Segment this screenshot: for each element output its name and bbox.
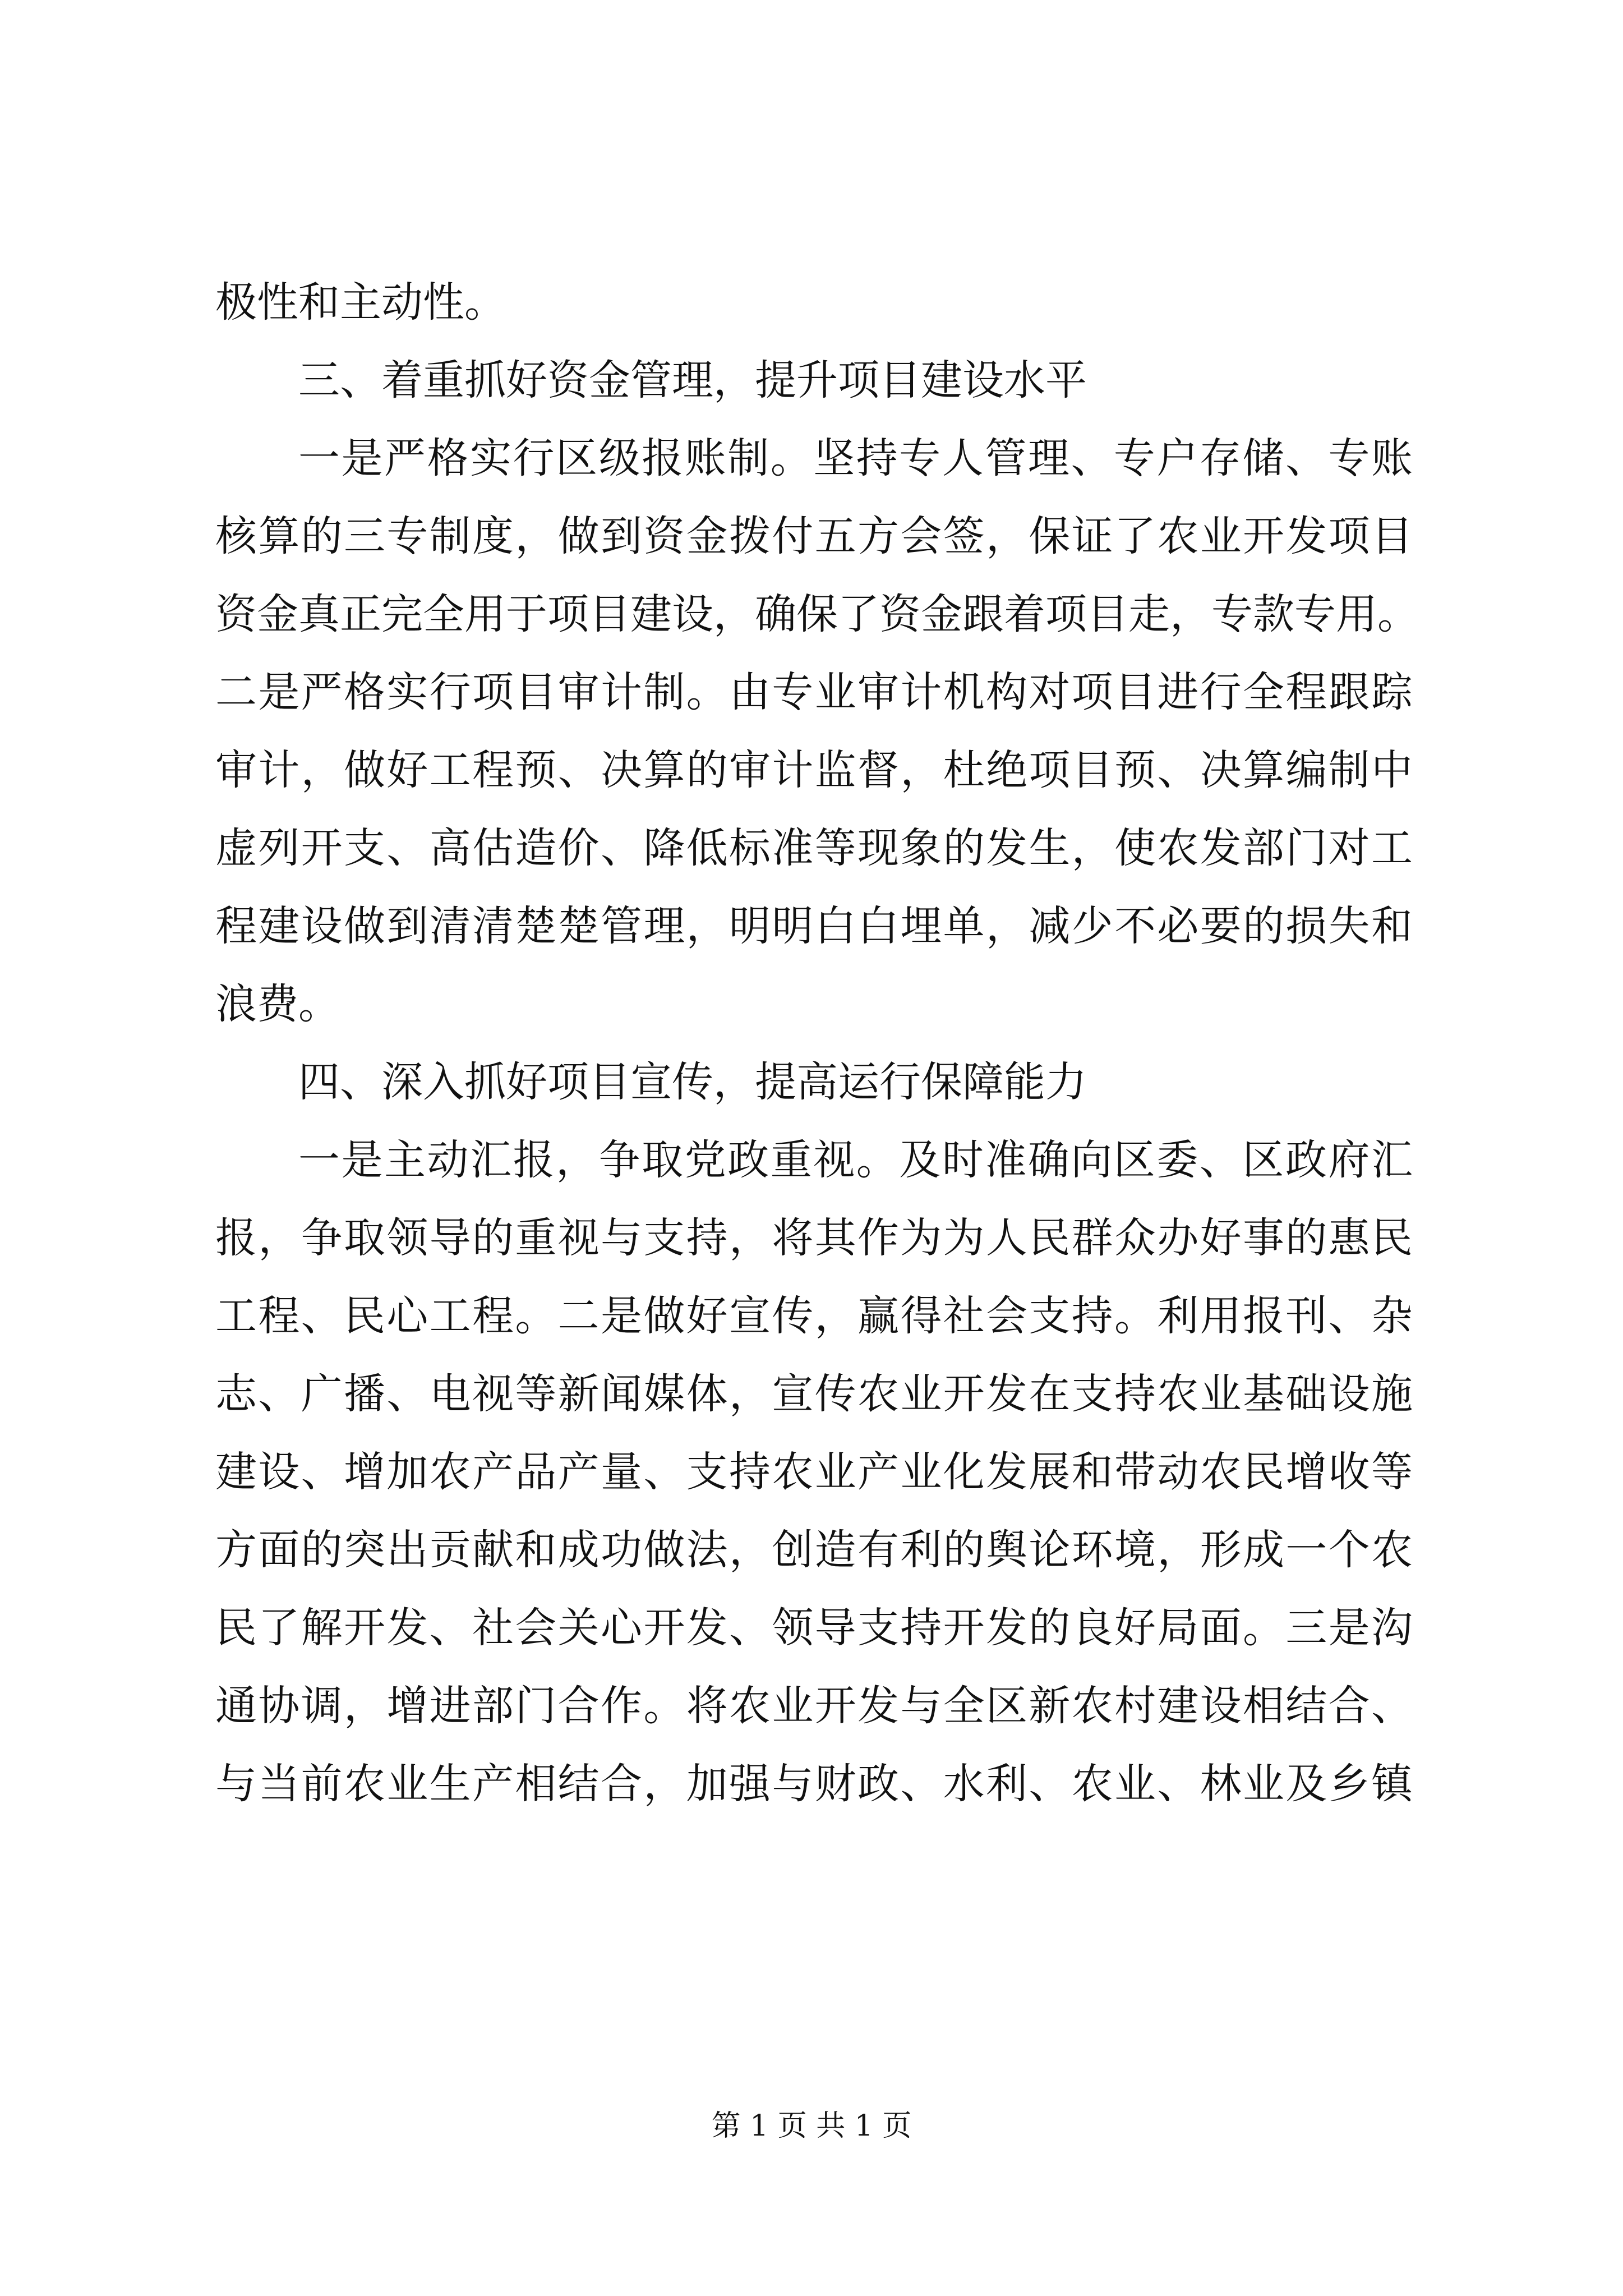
paragraph-line: 程建设做到清清楚楚管理，明明白白埋单，减少不必要的损失和 bbox=[215, 902, 1413, 950]
paragraph-line: 浪费。 bbox=[215, 980, 340, 1028]
paragraph-line: 报，争取领导的重视与支持，将其作为为人民群众办好事的惠民 bbox=[215, 1214, 1413, 1262]
paragraph-line: 与当前农业生产相结合，加强与财政、水利、农业、林业及乡镇 bbox=[215, 1760, 1413, 1808]
section-heading-four: 四、深入抓好项目宣传，提高运行保障能力 bbox=[298, 1058, 1087, 1106]
paragraph-line: 一是主动汇报，争取党政重视。及时准确向区委、区政府汇 bbox=[298, 1136, 1413, 1184]
paragraph-line: 民了解开发、社会关心开发、领导支持开发的良好局面。三是沟 bbox=[215, 1604, 1413, 1652]
page-number-label: 第 1 页 共 1 页 bbox=[711, 2109, 912, 2143]
paragraph-line: 通协调，增进部门合作。将农业开发与全区新农村建设相结合、 bbox=[215, 1682, 1413, 1730]
paragraph-line: 志、广播、电视等新闻媒体，宣传农业开发在支持农业基础设施 bbox=[215, 1370, 1413, 1418]
paragraph-line: 核算的三专制度，做到资金拨付五方会签，保证了农业开发项目 bbox=[215, 512, 1413, 560]
paragraph-line: 方面的突出贡献和成功做法，创造有利的舆论环境，形成一个农 bbox=[215, 1526, 1413, 1574]
paragraph-line: 一是严格实行区级报账制。坚持专人管理、专户存储、专账 bbox=[298, 434, 1413, 482]
paragraph-line: 工程、民心工程。二是做好宣传，赢得社会支持。利用报刊、杂 bbox=[215, 1292, 1413, 1340]
paragraph-line: 极性和主动性。 bbox=[215, 278, 506, 326]
paragraph-line: 二是严格实行项目审计制。由专业审计机构对项目进行全程跟踪 bbox=[215, 668, 1413, 716]
section-heading-three: 三、着重抓好资金管理，提升项目建设水平 bbox=[298, 356, 1087, 404]
document-body bbox=[215, 264, 1419, 1823]
paragraph-line: 审计，做好工程预、决算的审计监督，杜绝项目预、决算编制中 bbox=[215, 746, 1413, 794]
page-footer bbox=[0, 2106, 1623, 2146]
paragraph-line: 虚列开支、高估造价、降低标准等现象的发生，使农发部门对工 bbox=[215, 824, 1413, 872]
paragraph-line: 资金真正完全用于项目建设，确保了资金跟着项目走，专款专用。 bbox=[215, 590, 1419, 638]
paragraph-line: 建设、增加农产品产量、支持农业产业化发展和带动农民增收等 bbox=[215, 1448, 1413, 1496]
